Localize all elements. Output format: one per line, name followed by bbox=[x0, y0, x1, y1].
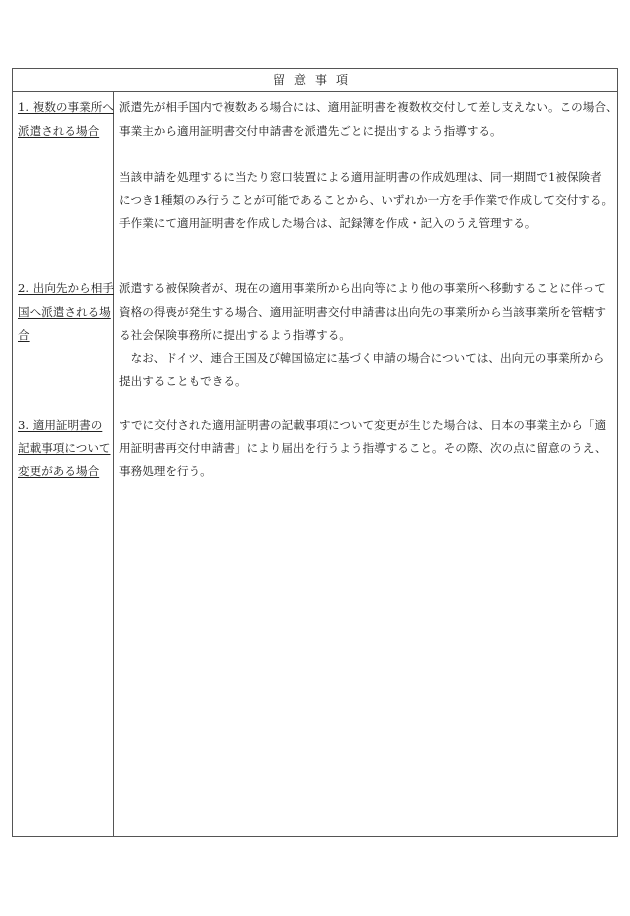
section-1-label: 派遣される場合 bbox=[18, 124, 100, 138]
section-1-text: 手作業にて適用証明書を作成した場合は、記録簿を作成・記入のうえ管理する。 bbox=[119, 216, 537, 230]
section-2-text: なお、ドイツ、連合王国及び韓国協定に基づく申請の場合については、出向元の事業所から bbox=[119, 351, 605, 365]
section-3-text: すでに交付された適用証明書の記載事項について変更が生じた場合は、日本の事業主から「適 bbox=[119, 418, 607, 432]
section-3-text: 事務処理を行う。 bbox=[119, 464, 212, 478]
section-2-label: 国へ派遣される場 bbox=[18, 305, 111, 319]
notes-table bbox=[12, 68, 618, 837]
section-1-text: につき1種類のみ行うことが可能であることから、いずれか一方を手作業で作成して交付する。 bbox=[119, 193, 614, 207]
section-3-label: 変更がある場合 bbox=[18, 464, 100, 478]
section-2-text: 派遣する被保険者が、現在の適用事業所から出向等により他の事業所へ移動することに伴って bbox=[119, 281, 606, 295]
section-1-text: 当該申請を処理するに当たり窓口装置による適用証明書の作成処理は、同一期間で1被保険者 bbox=[119, 170, 602, 184]
section-2-text: 資格の得喪が発生する場合、適用証明書交付申請書は出向先の事業所から当該事業所を管轄す bbox=[119, 305, 606, 319]
section-3-label: 記載事項について bbox=[18, 441, 111, 455]
section-2-text: 提出することもできる。 bbox=[119, 374, 247, 388]
section-2-label: 合 bbox=[18, 328, 30, 342]
section-1-text: 事業主から適用証明書交付申請書を派遣先ごとに提出するよう指導する。 bbox=[119, 124, 502, 138]
column-divider bbox=[113, 91, 114, 836]
section-2-text: る社会保険事務所に提出するよう指導する。 bbox=[119, 328, 351, 342]
section-3-label: 3. 適用証明書の bbox=[18, 418, 103, 432]
section-3-text: 用証明書再交付申請書」により届出を行うよう指導すること。その際、次の点に留意のうえ、 bbox=[119, 441, 607, 455]
table-header: 留意事項 bbox=[13, 69, 617, 92]
section-1-text: 派遣先が相手国内で複数ある場合には、適用証明書を複数枚交付して差し支えない。この場合、 bbox=[119, 100, 618, 114]
section-2-label: 2. 出向先から相手 bbox=[18, 281, 114, 295]
section-1-label: 1. 複数の事業所へ bbox=[18, 100, 114, 114]
